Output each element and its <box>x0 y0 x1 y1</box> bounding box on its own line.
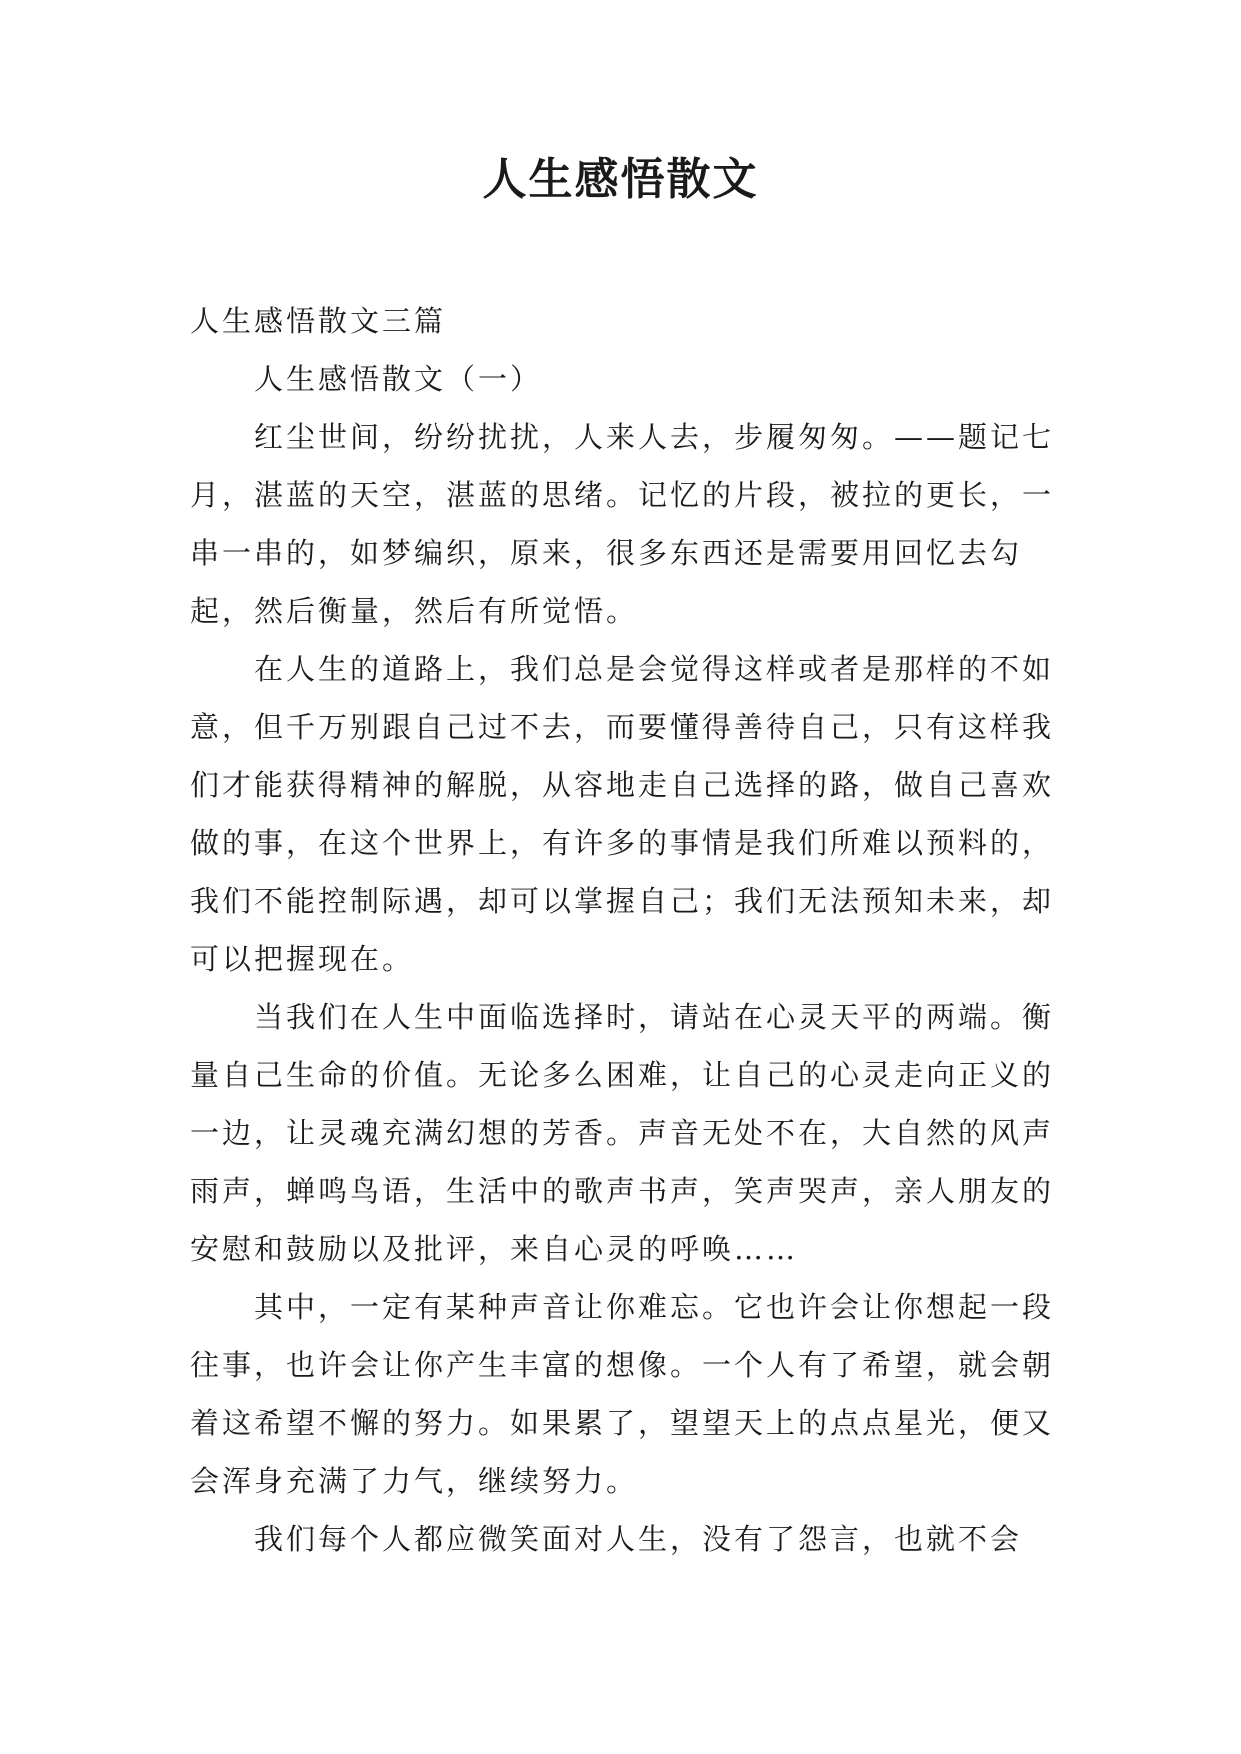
document-subtitle: 人生感悟散文三篇 <box>190 304 447 338</box>
section-heading: 人生感悟散文（一） <box>254 362 543 396</box>
document-body <box>190 292 1060 1568</box>
paragraph-3: 当我们在人生中面临选择时，请站在心灵天平的两端。衡量自己生命的价值。无论多么困难，让自己的心灵走向正义的一边，让灵魂充满幻想的芳香。声音无处不在，大自然的风声雨声，蝉鸣鸟语，生活中的歌声书声，笑声哭声，亲人朋友的安慰和鼓励以及批评，来自心灵的呼唤…… <box>190 1000 1055 1266</box>
document-title: 人生感悟散文 <box>482 154 759 205</box>
paragraph-2: 在人生的道路上，我们总是会觉得这样或者是那样的不如意，但千万别跟自己过不去，而要懂得善待自己，只有这样我们才能获得精神的解脱，从容地走自己选择的路，做自己喜欢做的事，在这个世界上，有许多的事情是我们所难以预料的，我们不能控制际遇，却可以掌握自己；我们无法预知未来，却可以把握现在。 <box>190 652 1055 976</box>
paragraph-1: 红尘世间，纷纷扰扰，人来人去，步履匆匆。——题记七月，湛蓝的天空，湛蓝的思绪。记忆的片段，被拉的更长，一串一串的，如梦编织，原来，很多东西还是需要用回忆去勾起，然后衡量，然后有所觉悟。 <box>190 420 1055 628</box>
paragraph-5: 我们每个人都应微笑面对人生，没有了怨言，也就不会 <box>254 1522 1023 1556</box>
paragraph-4: 其中，一定有某种声音让你难忘。它也许会让你想起一段往事，也许会让你产生丰富的想像。一个人有了希望，就会朝着这希望不懈的努力。如果累了，望望天上的点点星光，便又会浑身充满了力气，继续努力。 <box>190 1290 1055 1498</box>
